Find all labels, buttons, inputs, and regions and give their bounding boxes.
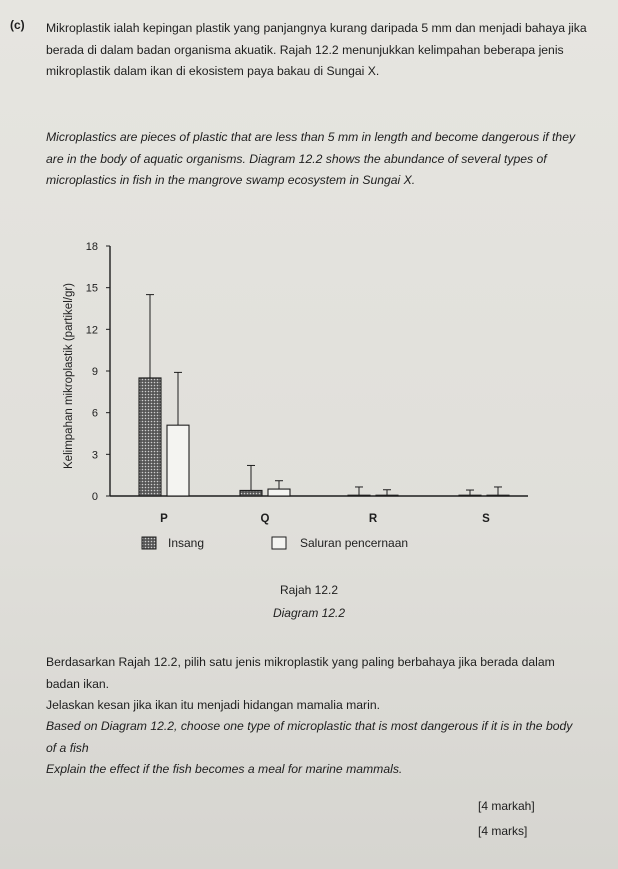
bar-P-insang [139, 378, 161, 496]
task-malay [46, 652, 576, 717]
bar-Q-insang [240, 490, 262, 496]
bar-R-insang [348, 495, 370, 496]
y-tick-label: 6 [91, 407, 98, 420]
intro-malay: Mikroplastik ialah kepingan plastik yang panjangnya kurang daripada 5 mm dan menjadi bahaya jika berada di dalam badan organisma akuatik. Rajah 12.2 menunjukkan kelimpahan beberapa jenis mikroplastik dalam ikan di ekosistem paya bakau di Sungai X. [46, 21, 587, 79]
y-axis-title: Kelimpahan mikroplastik (partikel/gr) [63, 283, 75, 469]
bar-S-insang [459, 495, 481, 496]
y-tick-label: 18 [85, 241, 98, 253]
y-tick-label: 3 [91, 449, 98, 462]
legend-label-saluran: Saluran pencernaan [300, 536, 409, 550]
y-tick-label: 15 [85, 282, 98, 295]
legend-label-insang: Insang [168, 536, 205, 550]
legend-swatch-insang [142, 537, 156, 549]
x-tick-label-P: P [160, 513, 168, 525]
marks-english: [4 marks] [478, 824, 528, 838]
marks-malay: [4 markah] [478, 799, 535, 813]
bar-Q-saluran [268, 489, 290, 496]
task-malay-2: Jelaskan kesan jika ikan itu menjadi hidangan mamalia marin. [46, 698, 380, 713]
task-english-2: Explain the effect if the fish becomes a meal for marine mammals. [46, 762, 403, 777]
intro-english: Microplastics are pieces of plastic that are less than 5 mm in length and become dangerous if they are in the body of aquatic organisms. Diagram 12.2 shows the abundance of several types of microplastics in fish in the mangrove swamp ecosystem in Sungai X. [46, 130, 576, 188]
x-tick-label-Q: Q [260, 513, 270, 525]
bar-S-saluran [487, 495, 509, 496]
x-tick-label-R: R [368, 513, 378, 525]
diagram-caption-malay: Rajah 12.2 [279, 583, 339, 597]
task-malay-1: Berdasarkan Rajah 12.2, pilih satu jenis mikroplastik yang paling berbahaya jika berada dalam badan ikan. [46, 655, 555, 691]
y-tick-label: 9 [91, 366, 98, 378]
legend-swatch-saluran [272, 537, 286, 549]
bar-R-saluran [376, 495, 398, 496]
task-english-1: Based on Diagram 12.2, choose one type of microplastic that is most dangerous if it is in the body of a fish [46, 719, 573, 755]
y-tick-label: 12 [85, 324, 98, 337]
question-label: (c) [10, 18, 25, 32]
task-english [46, 716, 576, 781]
x-tick-label-S: S [482, 513, 490, 525]
diagram-caption-english: Diagram 12.2 [272, 606, 346, 620]
y-tick-label: 0 [91, 491, 98, 503]
bar-P-saluran [167, 425, 189, 496]
